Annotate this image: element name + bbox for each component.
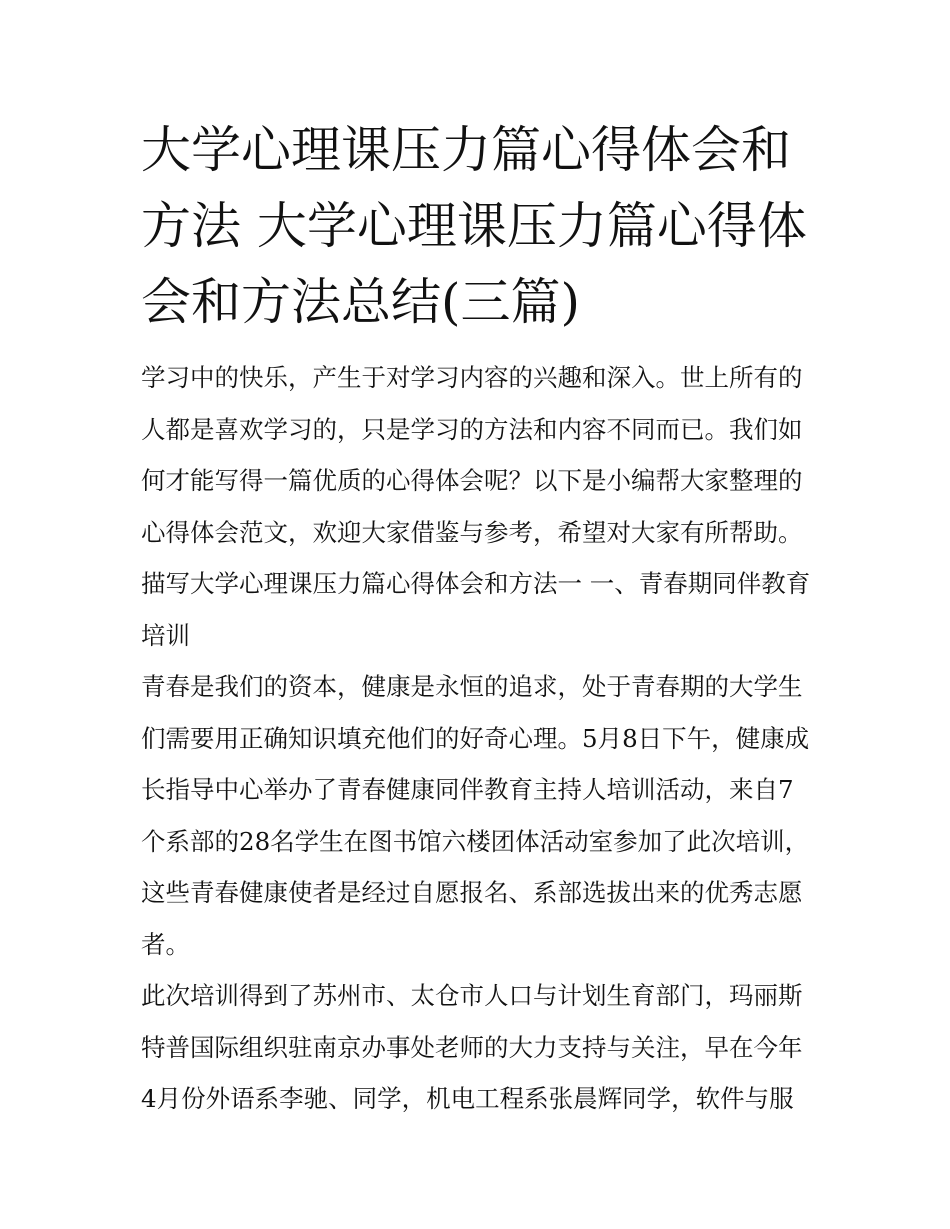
paragraph-youth-health: 青春是我们的资本，健康是永恒的追求，处于青春期的大学生们需要用正确知识填充他们的好奇心理。5月8日下午，健康成长指导中心举办了青春健康同伴教育主持人培训活动，来自7个系部的28名学生在图书馆六楼团体活动室参加了此次培训，这些青春健康使者是经过自愿报名、系部选拔出来的优秀志愿者。 <box>141 672 810 959</box>
paragraph-training-support: 此次培训得到了苏州市、太仓市人口与计划生育部门，玛丽斯特普国际组织驻南京办事处老师的大力支持与关注，早在今年4月份外语系李驰、同学，机电工程系张晨辉同学，软件与服 <box>141 981 803 1113</box>
document-title: 大学心理课压力篇心得体会和方法 大学心理课压力篇心得体会和方法总结(三篇) <box>141 121 807 331</box>
document-body <box>141 352 813 1125</box>
paragraph-section-heading: 描写大学心理课压力篇心得体会和方法一 一、青春期同伴教育培训 <box>141 569 811 650</box>
paragraph-intro: 学习中的快乐，产生于对学习内容的兴趣和深入。世上所有的人都是喜欢学习的，只是学习的方法和内容不同而已。我们如何才能写得一篇优质的心得体会呢？以下是小编帮大家整理的心得体会范文，欢迎大家借鉴与参考，希望对大家有所帮助。 <box>141 363 803 547</box>
